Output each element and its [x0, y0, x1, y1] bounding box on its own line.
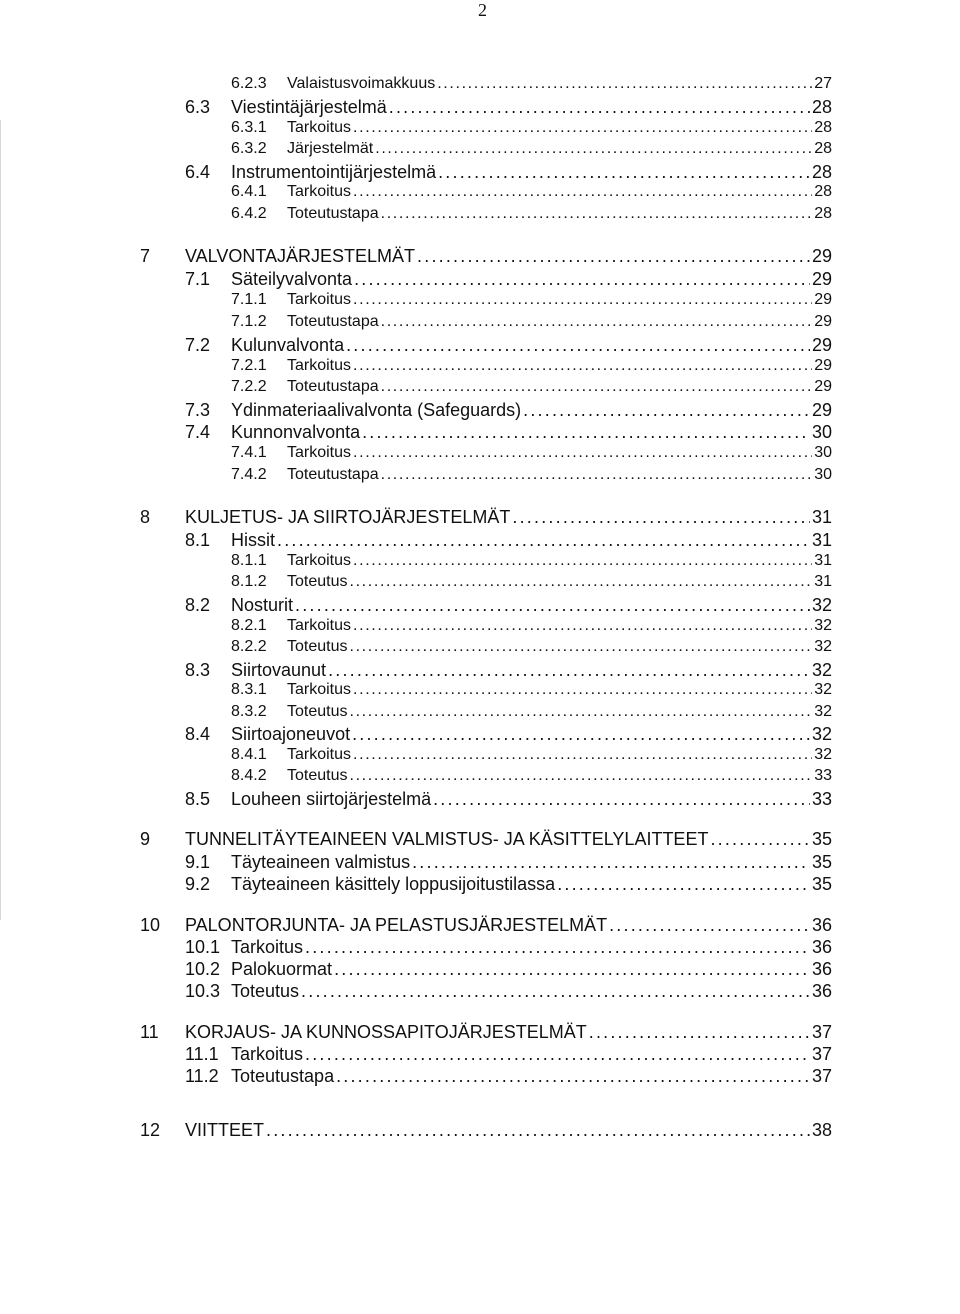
toc-entry-number: 11.2 — [185, 1066, 219, 1086]
toc-entry-title: KULJETUS- JA SIIRTOJÄRJESTELMÄT — [185, 507, 511, 527]
toc-entry[interactable] — [231, 119, 832, 141]
toc-entry[interactable] — [231, 205, 832, 227]
toc-entry[interactable] — [140, 507, 832, 529]
dot-leader — [389, 97, 810, 118]
toc-entry-page: 32 — [811, 724, 832, 744]
toc-entry-number: 6.3 — [185, 97, 211, 117]
toc-entry-page: 32 — [814, 703, 832, 720]
toc-entry-number: 6.4.1 — [231, 183, 267, 200]
toc-entry[interactable] — [185, 422, 832, 444]
dot-leader — [295, 595, 810, 616]
dot-leader — [349, 638, 812, 656]
toc-entry[interactable] — [231, 681, 832, 703]
toc-entry-title: Säteilyvalvonta — [231, 269, 353, 289]
toc-entry-number: 6.3.2 — [231, 140, 267, 157]
toc-entry-title: Tarkoitus — [287, 119, 352, 136]
toc-entry[interactable] — [185, 981, 832, 1003]
toc-entry-page: 32 — [811, 595, 832, 615]
toc-entry-page: 37 — [811, 1044, 832, 1064]
toc-entry-title: Tarkoitus — [287, 291, 352, 308]
toc-entry[interactable] — [231, 140, 832, 162]
dot-leader — [523, 400, 810, 421]
toc-entry-title: Toteutustapa — [231, 1066, 335, 1086]
toc-entry[interactable] — [231, 183, 832, 205]
toc-entry-page: 27 — [814, 75, 832, 92]
dot-leader — [346, 335, 810, 356]
dot-leader — [433, 789, 810, 810]
toc-entry-title: Toteutustapa — [287, 313, 379, 330]
toc-entry-page: 29 — [811, 269, 832, 289]
toc-entry-number: 8.1.1 — [231, 552, 267, 569]
toc-entry-title: PALONTORJUNTA- JA PELASTUSJÄRJESTELMÄT — [185, 915, 608, 935]
toc-entry-number: 8.2 — [185, 595, 211, 615]
toc-entry[interactable] — [185, 530, 832, 552]
toc-entry-page: 29 — [814, 313, 832, 330]
dot-leader — [353, 357, 812, 375]
toc-entry-number: 7.2 — [185, 335, 211, 355]
toc-entry-number: 6.4.2 — [231, 205, 267, 222]
toc-entry-number: 8.3.1 — [231, 681, 267, 698]
toc-entry-number: 10.1 — [185, 937, 221, 957]
dot-leader — [375, 140, 812, 158]
toc-entry-page: 28 — [814, 119, 832, 136]
toc-entry-number: 10.2 — [185, 959, 221, 979]
toc-entry[interactable] — [185, 335, 832, 357]
toc-entry-page: 38 — [811, 1120, 832, 1140]
toc-entry-title: Tarkoitus — [287, 357, 352, 374]
toc-entry-page: 28 — [811, 162, 832, 182]
toc-entry-title: Louheen siirtojärjestelmä — [231, 789, 432, 809]
toc-entry-title: KORJAUS- JA KUNNOSSAPITOJÄRJESTELMÄT — [185, 1022, 587, 1042]
toc-entry-page: 31 — [814, 552, 832, 569]
toc-entry[interactable] — [185, 1066, 832, 1088]
toc-entry-number: 8.2.2 — [231, 638, 267, 655]
toc-entry-number: 11.1 — [185, 1044, 219, 1064]
dot-leader — [277, 530, 810, 551]
toc-entry-page: 31 — [814, 573, 832, 590]
toc-entry-number: 7.2.2 — [231, 378, 267, 395]
toc-entry[interactable] — [231, 746, 832, 768]
dot-leader — [437, 75, 812, 93]
toc-entry-number: 8.3 — [185, 660, 211, 680]
page-number: 2 — [478, 0, 487, 20]
dot-leader — [512, 507, 810, 528]
toc-entry-number: 9.1 — [185, 852, 211, 872]
toc-entry-number: 8.3.2 — [231, 703, 267, 720]
toc-entry[interactable] — [231, 573, 832, 595]
toc-entry-title: Tarkoitus — [287, 681, 352, 698]
toc-entry[interactable] — [231, 466, 832, 488]
toc-entry-page: 33 — [811, 789, 832, 809]
toc-entry-title: Siirtovaunut — [231, 660, 327, 680]
scan-edge-line — [0, 120, 1, 920]
toc-entry[interactable] — [185, 595, 832, 617]
toc-entry-title: Kunnonvalvonta — [231, 422, 361, 442]
dot-leader — [710, 829, 810, 850]
toc-entry-title: Järjestelmät — [287, 140, 374, 157]
toc-entry-number: 7.1.1 — [231, 291, 267, 308]
toc-entry[interactable] — [231, 313, 832, 335]
toc-entry[interactable] — [231, 638, 832, 660]
toc-entry-number: 7.4 — [185, 422, 211, 442]
dot-leader — [349, 573, 812, 591]
toc-entry-page: 29 — [814, 378, 832, 395]
dot-leader — [589, 1022, 810, 1043]
dot-leader — [353, 681, 812, 699]
dot-leader — [349, 703, 812, 721]
toc-entry[interactable] — [185, 660, 832, 682]
toc-entry-page: 29 — [811, 400, 832, 420]
toc-entry[interactable] — [140, 246, 832, 268]
toc-entry-title: Toteutustapa — [287, 466, 379, 483]
toc-entry-page: 29 — [811, 335, 832, 355]
toc-entry-number: 9 — [140, 829, 151, 849]
toc-entry-page: 32 — [811, 660, 832, 680]
dot-leader — [353, 291, 812, 309]
toc-entry-title: Nosturit — [231, 595, 294, 615]
toc-entry-page: 30 — [814, 444, 832, 461]
toc-entry[interactable] — [185, 724, 832, 746]
toc-entry-page: 29 — [811, 246, 832, 266]
dot-leader — [353, 617, 812, 635]
dot-leader — [381, 378, 813, 396]
toc-entry-page: 33 — [814, 767, 832, 784]
dot-leader — [381, 313, 813, 331]
toc-entry[interactable] — [231, 291, 832, 313]
toc-entry-number: 9.2 — [185, 874, 211, 894]
toc-entry-page: 36 — [811, 937, 832, 957]
toc-entry-number: 8.4 — [185, 724, 211, 744]
toc-entry[interactable] — [231, 357, 832, 379]
toc-entry[interactable] — [185, 97, 832, 119]
dot-leader — [353, 746, 812, 764]
toc-entry[interactable] — [185, 162, 832, 184]
dot-leader — [438, 162, 810, 183]
toc-entry-number: 8.1.2 — [231, 573, 267, 590]
toc-entry-title: Siirtoajoneuvot — [231, 724, 351, 744]
toc-entry[interactable] — [185, 959, 832, 981]
dot-leader — [557, 874, 810, 895]
toc-entry-number: 7.2.1 — [231, 357, 267, 374]
toc-entry-page: 37 — [811, 1022, 832, 1042]
toc-entry[interactable] — [185, 789, 832, 811]
toc-entry-page: 30 — [811, 422, 832, 442]
dot-leader — [349, 767, 812, 785]
toc-entry-number: 8.4.1 — [231, 746, 267, 763]
toc-entry-title: Palokuormat — [231, 959, 333, 979]
toc-entry-page: 35 — [811, 829, 832, 849]
toc-entry-page: 29 — [814, 357, 832, 374]
toc-entry-title: Toteutustapa — [287, 205, 379, 222]
dot-leader — [353, 119, 812, 137]
dot-leader — [305, 937, 810, 958]
toc-entry-number: 8 — [140, 507, 151, 527]
toc-entry-number: 10 — [140, 915, 161, 935]
toc-entry-page: 32 — [814, 746, 832, 763]
toc-entry-number: 12 — [140, 1120, 161, 1140]
toc-entry-page: 29 — [814, 291, 832, 308]
dot-leader — [353, 183, 812, 201]
toc-entry-title: Täyteaineen valmistus — [231, 852, 411, 872]
toc-entry-title: Tarkoitus — [287, 746, 352, 763]
toc-entry-title: Kulunvalvonta — [231, 335, 345, 355]
toc-entry-number: 7.4.1 — [231, 444, 267, 461]
dot-leader — [381, 205, 813, 223]
toc-entry-title: Toteutus — [287, 573, 348, 590]
toc-entry[interactable] — [185, 852, 832, 874]
toc-entry-title: Toteutus — [287, 638, 348, 655]
toc-entry-number: 7.4.2 — [231, 466, 267, 483]
toc-entry-page: 37 — [811, 1066, 832, 1086]
toc-entry-title: Ydinmateriaalivalvonta (Safeguards) — [231, 400, 522, 420]
toc-entry-title: Tarkoitus — [287, 444, 352, 461]
toc-entry-title: Valaistusvoimakkuus — [287, 75, 436, 92]
toc-entry-title: Tarkoitus — [287, 552, 352, 569]
toc-entry-page: 31 — [811, 507, 832, 527]
toc-entry[interactable] — [231, 767, 832, 789]
dot-leader — [301, 981, 810, 1002]
toc-entry-title: Toteutus — [287, 767, 348, 784]
toc-entry[interactable] — [231, 703, 832, 725]
toc-entry-title: Viestintäjärjestelmä — [231, 97, 387, 117]
toc-entry-number: 8.1 — [185, 530, 211, 550]
toc-entry-number: 7.1.2 — [231, 313, 267, 330]
toc-entry-page: 36 — [811, 959, 832, 979]
toc-entry-page: 36 — [811, 915, 832, 935]
toc-entry-title: Tarkoitus — [231, 1044, 304, 1064]
toc-entry[interactable] — [140, 829, 832, 851]
toc-entry[interactable] — [185, 937, 832, 959]
dot-leader — [353, 444, 812, 462]
toc-entry-number: 6.2.3 — [231, 75, 267, 92]
toc-entry-page: 32 — [814, 638, 832, 655]
toc-entry[interactable] — [231, 378, 832, 400]
toc-entry[interactable] — [140, 1120, 832, 1142]
dot-leader — [328, 660, 810, 681]
toc-entry-title: Tarkoitus — [287, 183, 352, 200]
toc-entry-title: TUNNELITÄYTEAINEEN VALMISTUS- JA KÄSITTELYLAITTEET — [185, 829, 709, 849]
toc-entry-title: Instrumentointijärjestelmä — [231, 162, 437, 182]
dot-leader — [305, 1044, 810, 1065]
toc-entry-number: 8.4.2 — [231, 767, 267, 784]
toc-entry-title: Tarkoitus — [231, 937, 304, 957]
toc-entry-number: 8.5 — [185, 789, 211, 809]
toc-entry-title: Toteutus — [287, 703, 348, 720]
dot-leader — [336, 1066, 810, 1087]
toc-entry-number: 7 — [140, 246, 151, 266]
toc-entry[interactable] — [185, 1044, 832, 1066]
toc-entry[interactable] — [185, 874, 832, 896]
toc-entry-page: 35 — [811, 874, 832, 894]
dot-leader — [354, 269, 810, 290]
toc-entry-page: 36 — [811, 981, 832, 1001]
toc-entry[interactable] — [231, 75, 832, 97]
toc-entry[interactable] — [140, 1022, 832, 1044]
toc-entry-page: 32 — [814, 681, 832, 698]
toc-entry-number: 10.3 — [185, 981, 221, 1001]
dot-leader — [353, 552, 812, 570]
toc-entry-title: Toteutus — [231, 981, 300, 1001]
toc-entry[interactable] — [231, 444, 832, 466]
toc-entry-title: Hissit — [231, 530, 275, 550]
toc-entry[interactable] — [185, 269, 832, 291]
toc-entry-number: 7.3 — [185, 400, 211, 420]
toc-entry-page: 35 — [811, 852, 832, 872]
dot-leader — [334, 959, 810, 980]
dot-leader — [417, 246, 810, 267]
toc-entry-page: 31 — [811, 530, 832, 550]
toc-entry-number: 6.4 — [185, 162, 211, 182]
toc-entry[interactable] — [140, 915, 832, 937]
dot-leader — [266, 1120, 810, 1141]
toc-entry-title: VIITTEET — [185, 1120, 265, 1140]
toc-entry-title: Tarkoitus — [287, 617, 352, 634]
toc-entry[interactable] — [231, 552, 832, 574]
dot-leader — [381, 466, 813, 484]
toc-entry-page: 30 — [814, 466, 832, 483]
toc-entry-page: 28 — [814, 140, 832, 157]
toc-entry-title: Täyteaineen käsittely loppusijoitustilassa — [231, 874, 556, 894]
toc-entry-title: Toteutustapa — [287, 378, 379, 395]
dot-leader — [412, 852, 810, 873]
dot-leader — [609, 915, 810, 936]
toc-entry-number: 7.1 — [185, 269, 211, 289]
toc-entry-page: 28 — [814, 205, 832, 222]
toc-entry-title: VALVONTAJÄRJESTELMÄT — [185, 246, 416, 266]
toc-entry-number: 6.3.1 — [231, 119, 267, 136]
dot-leader — [362, 422, 810, 443]
toc-entry-number: 11 — [140, 1022, 159, 1042]
toc-entry-page: 28 — [811, 97, 832, 117]
toc-entry-page: 28 — [814, 183, 832, 200]
toc-entry[interactable] — [185, 400, 832, 422]
dot-leader — [352, 724, 810, 745]
toc-entry[interactable] — [231, 617, 832, 639]
toc-entry-number: 8.2.1 — [231, 617, 267, 634]
toc-entry-page: 32 — [814, 617, 832, 634]
